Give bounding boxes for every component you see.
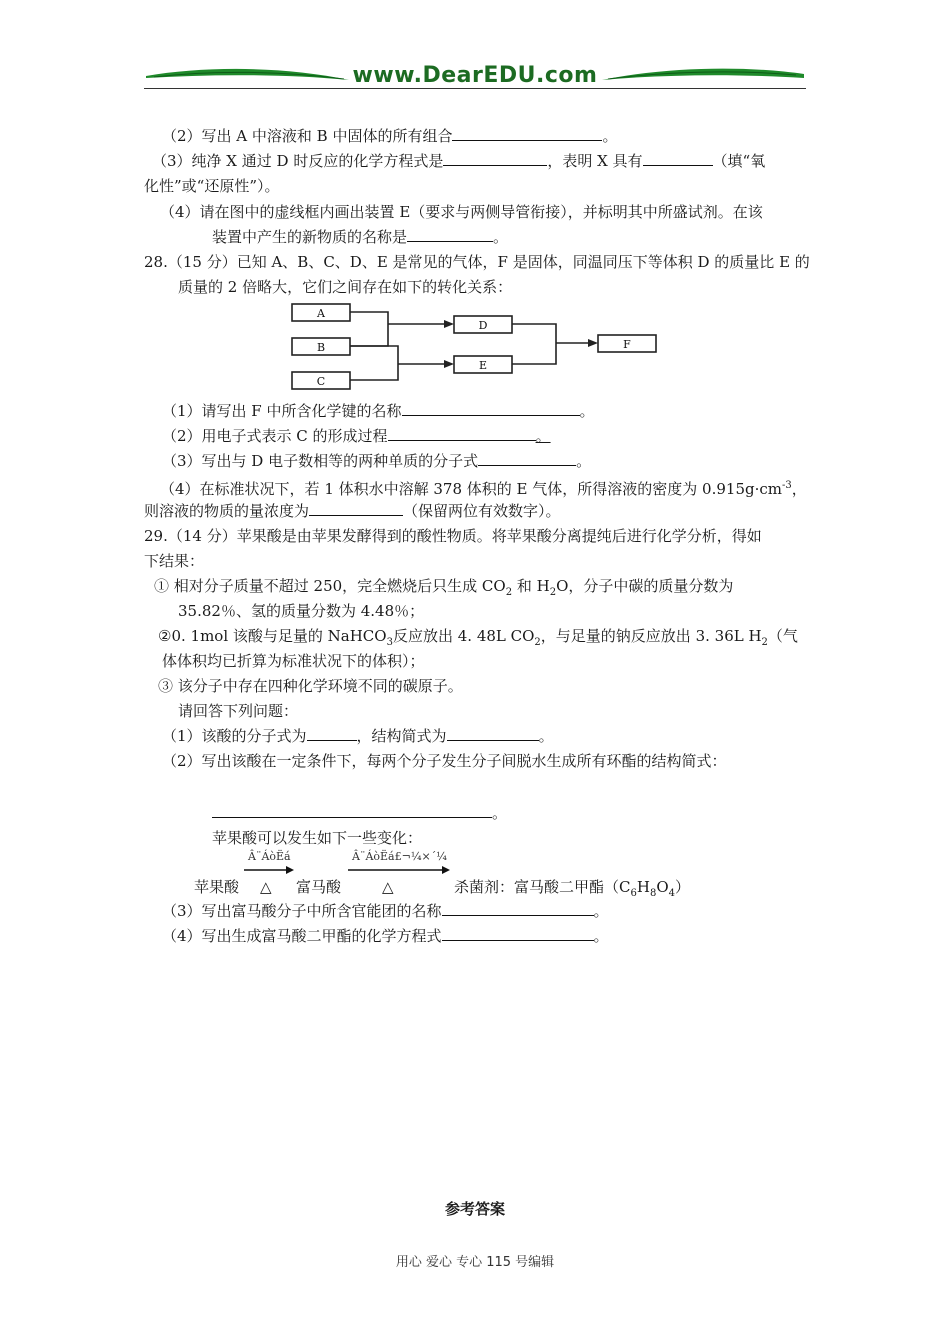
q29-change-intro: 苹果酸可以发生如下一些变化： bbox=[212, 829, 423, 847]
q29-part2: （2）写出该酸在一定条件下，每两个分子发生分子间脱水生成所有环酯的结构简式： bbox=[162, 752, 727, 770]
answer-blank[interactable] bbox=[402, 401, 580, 416]
answer-blank[interactable] bbox=[407, 227, 493, 242]
q29-condition-2-cont: 体体积均已折算为标准状况下的体积）； bbox=[162, 652, 425, 670]
answer-blank[interactable] bbox=[447, 726, 539, 741]
scheme-end: 杀菌剂：富马酸二甲酯$(C_6H_8O_4)$ bbox=[454, 878, 691, 899]
answer-blank[interactable] bbox=[478, 451, 576, 466]
q29-condition-2: ②0. 1mol 该酸与足量的 NaHCO$_3$反应放出 4. 48L $CO_2$，与足量的钠反应放出 3. 36L $H_2$（气 bbox=[158, 627, 798, 648]
answer-blank[interactable] bbox=[307, 726, 357, 741]
header-leaf-left-icon bbox=[144, 64, 354, 88]
scheme-arrow1-label: Â¨ÁòËá bbox=[248, 850, 291, 863]
answer-blank[interactable] bbox=[442, 901, 594, 916]
answer-blank[interactable] bbox=[388, 426, 536, 441]
answer-blank[interactable] bbox=[442, 926, 594, 941]
diagram-label-c: C bbox=[316, 375, 326, 388]
diagram-label-b: B bbox=[316, 341, 326, 354]
header-leaf-right-icon bbox=[600, 64, 806, 88]
q29-part3: （3）写出富马酸分子中所含官能团的名称 。 bbox=[162, 902, 609, 920]
answer-blank[interactable] bbox=[212, 803, 492, 818]
q27-part3: （3）纯净 X 通过 D 时反应的化学方程式是 ，表明 X 具有 （填“氧 bbox=[152, 152, 766, 170]
q28-part2: （2）用电子式表示 C 的形成过程 。 bbox=[162, 427, 551, 445]
diagram-label-a: A bbox=[317, 307, 325, 320]
q29-intro-cont: 下结果： bbox=[144, 552, 205, 570]
site-logo: www.DearEDU.com bbox=[352, 63, 598, 88]
q29-part4: （4）写出生成富马酸二甲酯的化学方程式 。 bbox=[162, 927, 609, 945]
q29-part2-answer: 。 bbox=[212, 803, 507, 823]
q29-condition-3: ③ 该分子中存在四种化学环境不同的碳原子。 bbox=[158, 677, 463, 695]
scheme-delta2: △ bbox=[382, 878, 394, 896]
q28-part3: （3）写出与 D 电子数相等的两种单质的分子式 。 bbox=[162, 452, 592, 470]
scheme-arrow2-label: Â¨ÁòËá£¬¼×´¼ bbox=[352, 850, 447, 863]
q27-part2: （2）写出 A 中溶液和 B 中固体的所有组合 。 bbox=[162, 127, 618, 145]
header-rule bbox=[144, 88, 806, 89]
answer-blank[interactable] bbox=[443, 151, 547, 166]
q28-part1: （1）请写出 F 中所含化学键的名称 。 bbox=[162, 402, 595, 420]
q28-intro: 28.（15 分）已知 A、B、C、D、E 是常见的气体，F 是固体，同温同压下等体积 D 的质量比 E 的 bbox=[144, 253, 810, 271]
diagram-label-d: D bbox=[478, 319, 488, 332]
scheme-delta1: △ bbox=[260, 878, 272, 896]
q29-condition-1-cont: 35.82％、氢的质量分数为 4.48％； bbox=[178, 602, 425, 620]
q28-intro-cont: 质量的 2 倍略大，它们之间存在如下的转化关系： bbox=[178, 278, 513, 296]
q28-part4: （4）在标准状况下，若 1 体积水中溶解 378 体积的 E 气体，所得溶液的密度为 $0.915g\cdot cm^{-3}$， bbox=[160, 480, 807, 498]
answer-blank[interactable] bbox=[452, 126, 602, 141]
q28-part4-cont: 则溶液的物质的量浓度为 （保留两位有效数字）。 bbox=[144, 502, 561, 520]
q27-part4-cont: 装置中产生的新物质的名称是 。 bbox=[212, 228, 509, 246]
scheme-mid: 富马酸 bbox=[296, 878, 342, 896]
scheme-arrow1-icon bbox=[244, 865, 296, 875]
page-footer: 用心 爱心 专心 115 号编辑 bbox=[395, 1255, 555, 1270]
scheme-start: 苹果酸 bbox=[194, 878, 240, 896]
answer-blank[interactable] bbox=[309, 501, 403, 516]
q29-part1: （1）该酸的分子式为 ，结构简式为 。 bbox=[162, 727, 554, 745]
answers-title: 参考答案 bbox=[444, 1200, 505, 1218]
q29-ask: 请回答下列问题： bbox=[178, 702, 299, 720]
diagram-label-f: F bbox=[623, 338, 631, 351]
answer-blank[interactable] bbox=[643, 151, 713, 166]
q29-condition-1: ① 相对分子质量不超过 250，完全燃烧后只生成 $CO_2$ 和 $H_2O$，分子中碳的质量分数为 bbox=[154, 577, 734, 598]
scheme-arrow2-icon bbox=[348, 865, 452, 875]
q27-part3-cont: 化性”或“还原性”）。 bbox=[144, 177, 280, 195]
q27-part4: （4）请在图中的虚线框内画出装置 E（要求与两侧导管衔接），并标明其中所盛试剂。在该 bbox=[160, 203, 763, 221]
q29-intro: 29.（14 分）苹果酸是由苹果发酵得到的酸性物质。将苹果酸分离提纯后进行化学分析，得如 bbox=[144, 527, 762, 545]
diagram-label-e: E bbox=[478, 359, 488, 372]
q28-conversion-diagram bbox=[288, 300, 660, 392]
